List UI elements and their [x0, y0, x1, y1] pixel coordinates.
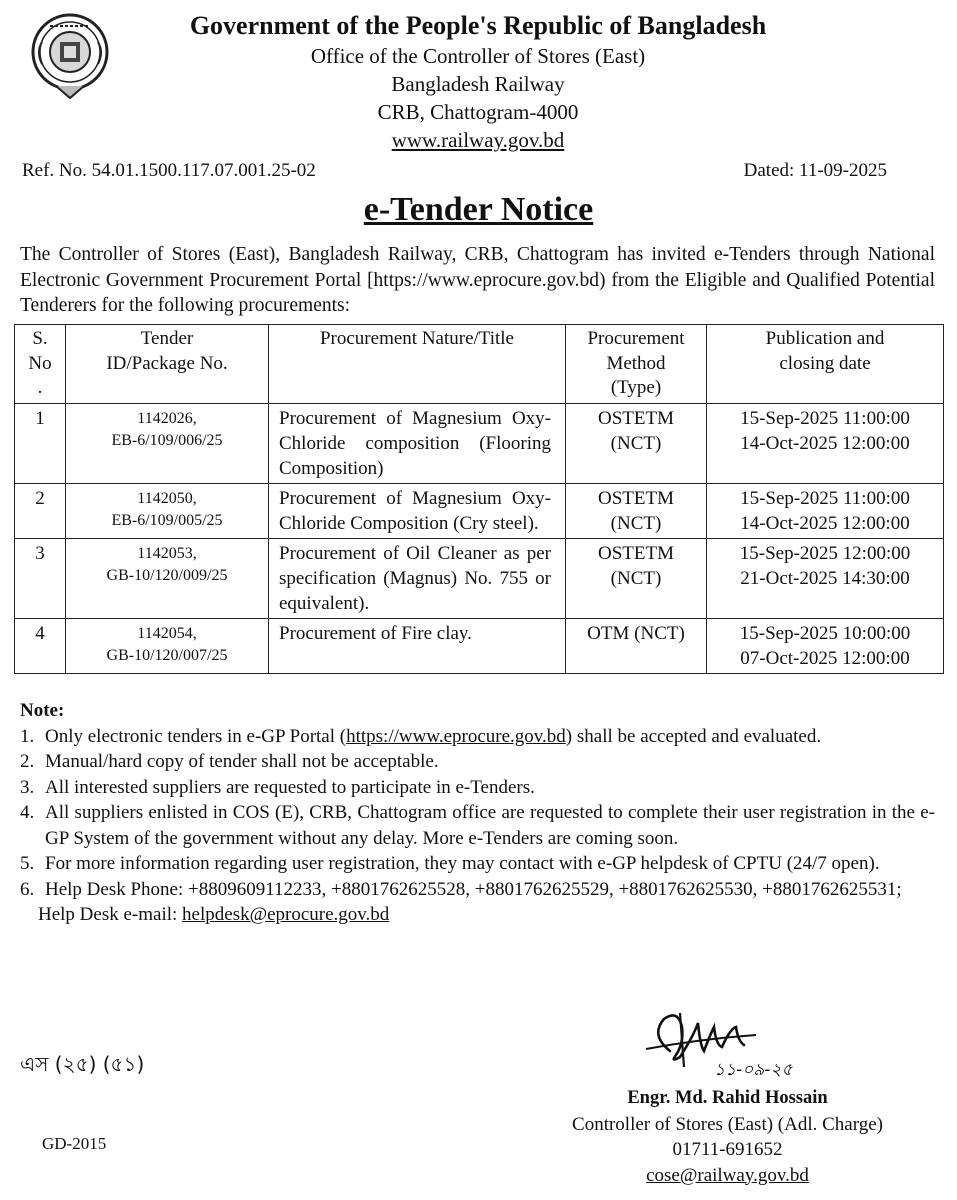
note-item: 2. Manual/hard copy of tender shall not be acceptable.	[20, 751, 439, 772]
table-row	[15, 483, 944, 538]
note-item: 1. Only electronic tenders in e-GP Portal (https://www.eprocure.gov.bd) shall be accepted and evaluated.	[20, 725, 822, 747]
note-item: 5. For more information regarding user registration, they may contact with e-GP helpdesk of CPTU (24/7 open).	[20, 853, 880, 874]
helpdesk-email-link[interactable]: helpdesk@eprocure.gov.bd	[182, 904, 390, 925]
note-item: 3. All interested suppliers are requested to participate in e-Tenders.	[20, 776, 535, 798]
helpdesk-email-line: Help Desk e-mail: helpdesk@eprocure.gov.bd	[38, 904, 390, 925]
row-dates: 15-Sep-2025 11:00:00 14-Oct-2025 12:00:00	[707, 483, 944, 538]
signatory-name: Engr. Md. Rahid Hossain	[627, 1088, 828, 1108]
row-dates: 15-Sep-2025 10:00:00 07-Oct-2025 12:00:00	[707, 618, 944, 673]
row-title: Procurement of Oil Cleaner as per specification (Magnus) No. 755 or equivalent).	[269, 538, 566, 618]
table-row	[15, 538, 944, 618]
reference-number: Ref. No. 54.01.1500.117.07.001.25-02	[22, 160, 316, 181]
signature-image	[640, 1005, 793, 1087]
page-title: e-Tender Notice	[363, 191, 594, 228]
header-tender-id: Tender ID/Package No.	[66, 325, 269, 404]
row-method: OSTETM (NCT)	[566, 483, 707, 538]
intro-paragraph: The Controller of Stores (East), Bangladesh Railway, CRB, Chattogram has invited e-Tenders through National Electronic Government Procurement Portal [https://www.eprocure.gov.bd) from the Eligible and Qualified Potential Tenderers for the following procurements:	[20, 244, 935, 316]
row-title: Procurement of Magnesium Oxy-Chloride Composition (Cry steel).	[269, 483, 566, 538]
table-row	[15, 403, 944, 483]
table-row	[15, 618, 944, 673]
gd-code: GD-2015	[42, 1134, 107, 1153]
row-dates: 15-Sep-2025 11:00:00 14-Oct-2025 12:00:00	[707, 403, 944, 483]
organization-name: Bangladesh Railway	[391, 72, 565, 96]
svg-text:১১-০৯-২৫: ১১-০৯-২৫	[714, 1060, 793, 1080]
signatory-email[interactable]: cose@railway.gov.bd	[646, 1164, 809, 1186]
signatory-designation: Controller of Stores (East) (Adl. Charge)	[572, 1113, 883, 1135]
row-method: OSTETM (NCT)	[566, 403, 707, 483]
row-tender-id: 1142050, EB-6/109/005/25	[66, 483, 269, 538]
notes-heading: Note:	[20, 700, 65, 721]
tender-table	[14, 324, 944, 674]
note-item: 4. All suppliers enlisted in COS (E), CRB, Chattogram office are requested to complete their user registration in the e-GP System of the government without any delay. More e-Tenders are coming soon.	[20, 802, 935, 849]
government-title: Government of the People's Republic of Bangladesh	[189, 11, 767, 40]
row-method: OTM (NCT)	[566, 618, 707, 673]
row-tender-id: 1142053, GB-10/120/009/25	[66, 538, 269, 618]
website-link[interactable]: www.railway.gov.bd	[391, 128, 565, 152]
signatory-phone: 01711-691652	[672, 1139, 783, 1160]
header-title: Procurement Nature/Title	[269, 325, 566, 404]
office-address: CRB, Chattogram-4000	[377, 100, 579, 124]
note-item: 6. Help Desk Phone: +8809609112233, +8801762625528, +8801762625529, +8801762625530, +8801762625531;	[20, 878, 902, 900]
header-method: Procurement Method (Type)	[566, 325, 707, 404]
notice-date: Dated: 11-09-2025	[743, 160, 887, 181]
row-title: Procurement of Magnesium Oxy-Chloride composition (Flooring Composition)	[269, 403, 566, 483]
office-name: Office of the Controller of Stores (East)	[310, 44, 646, 68]
bangla-reference-code: এস (২৫) (৫১)	[20, 1052, 145, 1076]
signature-block	[530, 1086, 925, 1188]
row-serial: 4	[15, 618, 66, 673]
letterhead	[120, 10, 836, 154]
table-header-row	[15, 325, 944, 404]
eprocure-link[interactable]: https://www.eprocure.gov.bd	[346, 725, 566, 747]
row-serial: 2	[15, 483, 66, 538]
row-serial: 3	[15, 538, 66, 618]
notes-section	[20, 698, 935, 928]
header-serial: S. No .	[15, 325, 66, 404]
row-method: OSTETM (NCT)	[566, 538, 707, 618]
row-title: Procurement of Fire clay.	[269, 618, 566, 673]
bangladesh-railway-seal	[30, 12, 110, 100]
row-serial: 1	[15, 403, 66, 483]
row-tender-id: 1142026, EB-6/109/006/25	[66, 403, 269, 483]
header-dates: Publication and closing date	[707, 325, 944, 404]
row-tender-id: 1142054, GB-10/120/007/25	[66, 618, 269, 673]
row-dates: 15-Sep-2025 12:00:00 21-Oct-2025 14:30:00	[707, 538, 944, 618]
